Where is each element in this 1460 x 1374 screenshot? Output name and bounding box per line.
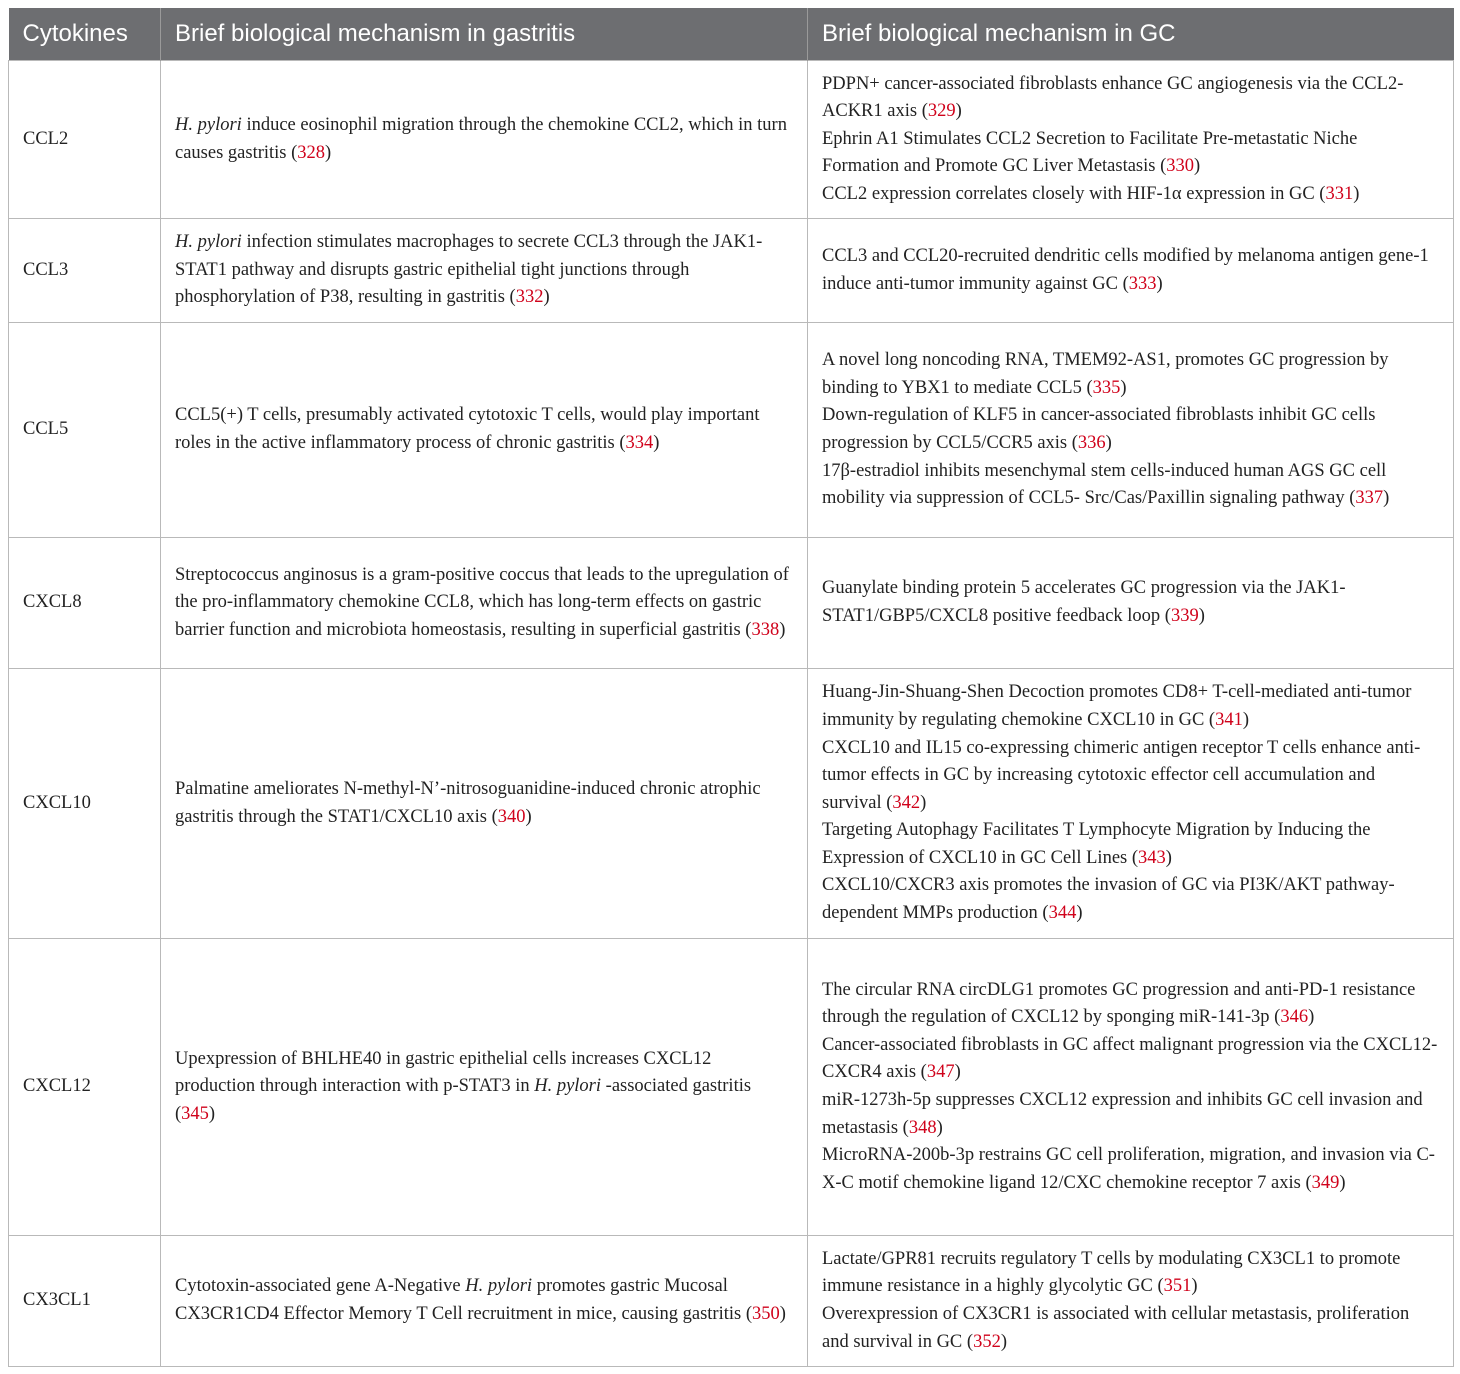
mechanism-text: promotes gastric Mucosal CX3CR1CD4 Effector Memory T Cell recruitment in mice, causing gastritis ( [175,1276,752,1324]
mechanism-text: A novel long noncoding RNA, TMEM92-AS1, promotes GC progression by binding to YBX1 to mediate CCL5 ( [822,350,1389,398]
mechanism-text: Cytotoxin-associated gene A-Negative [175,1276,466,1297]
reference-link[interactable]: 351 [1163,1276,1192,1297]
table-row [9,1236,1454,1367]
mechanism-text: ) [1120,377,1127,398]
mechanism-entry [822,181,1439,209]
reference-link[interactable]: 344 [1048,903,1077,924]
mechanism-text: infection stimulates macrophages to secrete CCL3 through the JAK1-STAT1 pathway and disrupts gastric epithelial tight junctions through phosphorylation of P38, resulting in gastritis ( [175,232,763,308]
table-row [9,669,1454,939]
mechanism-text: CCL3 and CCL20-recruited dendritic cells modified by melanoma antigen gene-1 induce anti-tumor immunity against GC ( [822,245,1429,294]
reference-link[interactable]: 331 [1325,183,1354,204]
reference-link[interactable]: 350 [752,1304,780,1324]
table-row [9,219,1454,323]
mechanism-entry [175,402,793,457]
mechanism-text: ) [779,1304,786,1324]
mechanism-entry [822,458,1439,513]
mechanism-entry [822,1246,1439,1301]
mechanism-text: ) [1383,488,1390,509]
reference-link[interactable]: 342 [892,792,921,813]
gc-mechanism-cell [808,669,1454,939]
mechanism-text: ) [543,287,550,308]
reference-link[interactable]: 335 [1092,377,1121,398]
mechanism-text: CXCL10 and IL15 co-expressing chimeric antigen receptor T cells enhance anti-tumor effects in GC by increasing cytotoxic effector cell accumulation and survival ( [822,737,1421,813]
mechanism-text: ) [779,619,786,640]
mechanism-text: Down-regulation of KLF5 in cancer-associated fibroblasts inhibit GC cells progression by CCL5/CCR5 axis ( [822,405,1376,453]
mechanism-text: ) [208,1103,216,1124]
mechanism-text: miR-1273h-5p suppresses CXCL12 expression and inhibits GC cell invasion and metastasis ( [822,1090,1423,1138]
mechanism-text: ) [1191,1276,1198,1297]
mechanism-text: Guanylate binding protein 5 accelerates GC progression via the JAK1-STAT1/GBP5/CXCL8 positive feedback loop ( [822,578,1346,626]
mechanism-text: Lactate/GPR81 recruits regulatory T cells by modulating CX3CL1 to promote immune resistance in a highly glycolytic GC ( [822,1248,1401,1297]
cytokine-cell: CX3CL1 [9,1236,161,1367]
mechanism-entry [822,575,1439,630]
gastritis-mechanism-cell [161,669,808,939]
reference-link[interactable]: 339 [1170,606,1199,626]
mechanism-text: ) [1194,156,1201,177]
mechanism-text: ) [525,806,532,827]
cytokine-cell: CXCL10 [9,669,161,939]
mechanism-text: ) [325,142,332,163]
cytokine-cell: CXCL12 [9,939,161,1236]
reference-link[interactable]: 348 [908,1117,937,1138]
mechanism-entry [822,402,1439,457]
gc-mechanism-cell [808,219,1454,323]
mechanism-text: CXCL10/CXCR3 axis promotes the invasion of GC via PI3K/AKT pathway-dependent MMPs production ( [822,875,1395,924]
table-row [9,939,1454,1236]
reference-link[interactable]: 336 [1077,433,1106,453]
mechanism-entry [822,126,1439,181]
mechanism-text: -associated gastritis ( [175,1076,752,1124]
mechanism-text: 17β-estradiol inhibits mesenchymal stem cells-induced human AGS GC cell mobility via suppression of CCL5- Src/Cas/Paxillin signaling pathway ( [822,460,1387,509]
mechanism-text: ) [1198,606,1205,626]
reference-link[interactable]: 343 [1138,847,1166,868]
mechanism-text: ) [920,792,927,813]
header-gc-mechanism: Brief biological mechanism in GC [808,8,1454,61]
mechanism-text: The circular RNA circDLG1 promotes GC progression and anti-PD-1 resistance through the regulation of CXCL12 by sponging miR-141-3p ( [822,979,1416,1028]
mechanism-text: ) [955,101,962,122]
mechanism-entry [175,112,793,167]
mechanism-text: MicroRNA-200b-3p restrains GC cell proliferation, migration, and invasion via C-X-C motif chemokine ligand 12/CXC chemokine receptor 7 axis ( [822,1145,1435,1193]
mechanism-entry [822,872,1439,927]
species-name: H. pylori [465,1276,533,1297]
mechanism-text: ) [1076,903,1083,924]
cytokine-cell: CCL3 [9,219,161,323]
reference-link[interactable]: 337 [1355,488,1384,509]
mechanism-text: PDPN+ cancer-associated fibroblasts enhance GC angiogenesis via the CCL2-ACKR1 axis ( [822,73,1404,122]
mechanism-text: ) [936,1117,943,1138]
gc-mechanism-cell [808,1236,1454,1367]
species-name: H. pylori [534,1076,602,1097]
mechanism-entry [822,679,1439,734]
table-header-row [9,8,1454,61]
mechanism-text: Targeting Autophagy Facilitates T Lymphocyte Migration by Inducing the Expression of CXCL10 in GC Cell Lines ( [822,820,1371,868]
reference-link[interactable]: 346 [1280,1007,1309,1028]
mechanism-text: Palmatine ameliorates N-methyl-N’-nitrosoguanidine-induced chronic atrophic gastritis through the STAT1/CXCL10 axis ( [175,778,761,827]
mechanism-entry [822,817,1439,872]
mechanism-text: Ephrin A1 Stimulates CCL2 Secretion to Facilitate Pre-metastatic Niche Formation and Promote GC Liver Metastasis ( [822,128,1358,177]
table-body [9,61,1454,1367]
mechanism-text: ) [1165,847,1172,868]
mechanism-text: ) [1353,183,1360,204]
gastritis-mechanism-cell [161,939,808,1236]
mechanism-entry [822,1142,1439,1197]
mechanism-entry [822,243,1439,298]
mechanism-text: ) [653,433,660,453]
mechanism-entry [822,1032,1439,1087]
reference-link[interactable]: 352 [973,1331,1001,1352]
gc-mechanism-cell [808,939,1454,1236]
reference-link[interactable]: 333 [1128,273,1157,294]
mechanism-text: ) [1156,273,1163,294]
mechanism-entry [175,562,793,645]
mechanism-entry [175,776,793,831]
reference-link[interactable]: 349 [1311,1172,1340,1193]
gc-mechanism-cell [808,323,1454,538]
mechanism-text: induce eosinophil migration through the chemokine CCL2, which in turn causes gastritis ( [175,114,787,163]
reference-link[interactable]: 334 [625,433,654,453]
gastritis-mechanism-cell [161,538,808,669]
mechanism-entry [822,71,1439,126]
reference-link[interactable]: 328 [297,142,326,163]
mechanism-text: ) [1339,1172,1346,1193]
header-gastritis-mechanism: Brief biological mechanism in gastritis [161,8,808,61]
mechanism-text: Upexpression of BHLHE40 in gastric epithelial cells increases CXCL12 production through interaction with p-STAT3 in [175,1048,712,1097]
table-row [9,323,1454,538]
gastritis-mechanism-cell [161,323,808,538]
mechanism-entry [175,1046,793,1129]
mechanism-entry [822,347,1439,402]
mechanism-text: Streptococcus anginosus is a gram-positive coccus that leads to the upregulation of the pro-inflammatory chemokine CCL8, which has long-term effects on gastric barrier function and microbiota homeostasis, resulting in superficial gastritis ( [175,564,789,640]
mechanism-text: ) [1000,1331,1007,1352]
mechanism-entry [822,1301,1439,1356]
cytokine-cell: CCL2 [9,61,161,219]
reference-link[interactable]: 329 [927,101,956,122]
mechanism-entry [822,735,1439,818]
table-row [9,538,1454,669]
cytokine-cell: CCL5 [9,323,161,538]
reference-link[interactable]: 345 [181,1103,209,1124]
species-name: H. pylori [175,114,242,135]
mechanism-text: CCL5(+) T cells, presumably activated cytotoxic T cells, would play important roles in the active inflammatory process of chronic gastritis ( [175,405,760,453]
reference-link[interactable]: 341 [1215,709,1243,730]
gc-mechanism-cell [808,61,1454,219]
mechanism-text: Overexpression of CX3CR1 is associated with cellular metastasis, proliferation and survival in GC ( [822,1304,1410,1352]
gastritis-mechanism-cell [161,61,808,219]
reference-link[interactable]: 338 [751,619,780,640]
gastritis-mechanism-cell [161,219,808,323]
mechanism-entry [822,1087,1439,1142]
reference-link[interactable]: 332 [515,287,544,308]
mechanism-text: Cancer-associated fibroblasts in GC affect malignant progression via the CXCL12-CXCR4 axis ( [822,1034,1438,1083]
species-name: H. pylori [175,232,242,253]
reference-link[interactable]: 330 [1166,156,1195,177]
table-row [9,61,1454,219]
header-cytokines: Cytokines [9,8,161,61]
mechanism-text: CCL2 expression correlates closely with HIF-1α expression in GC ( [822,183,1326,204]
mechanism-entry [175,1273,793,1328]
mechanism-entry [822,977,1439,1032]
reference-link[interactable]: 347 [926,1062,955,1083]
cytokine-table [8,8,1454,1367]
reference-link[interactable]: 340 [497,806,526,827]
cytokine-cell: CXCL8 [9,538,161,669]
gastritis-mechanism-cell [161,1236,808,1367]
mechanism-entry [175,229,793,312]
gc-mechanism-cell [808,538,1454,669]
mechanism-text: ) [1242,709,1250,730]
mechanism-text: ) [1308,1007,1315,1028]
mechanism-text: ) [1105,433,1112,453]
mechanism-text: ) [954,1062,961,1083]
mechanism-text: Huang-Jin-Shuang-Shen Decoction promotes CD8+ T-cell-mediated anti-tumor immunity by regulating chemokine CXCL10 in GC ( [822,682,1412,730]
